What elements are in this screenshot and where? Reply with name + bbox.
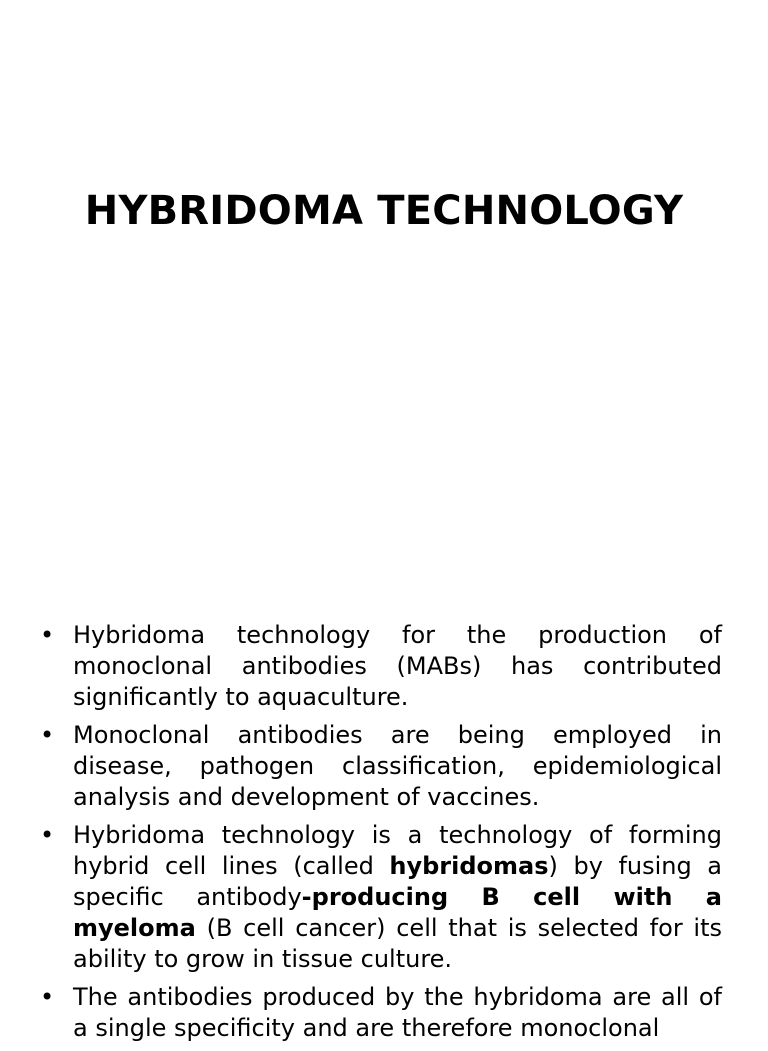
bullet-text: Monoclonal antibodies are being employed in disease, pathogen classification, epidemiological analysis and development of vaccines. [73, 721, 722, 811]
bullet-list [40, 620, 722, 1051]
bullet-dot-icon: • [40, 721, 55, 749]
bullet-bold-term: hybridomas [389, 852, 549, 880]
bullet-text: Hybridoma technology for the production of monoclonal antibodies (MABs) has contributed significantly to aquaculture. [73, 621, 722, 711]
bullet-text-segment: (B cell cancer) cell that is selected for its ability to grow in tissue culture. [73, 914, 722, 973]
bullet-item [40, 982, 722, 1044]
bullet-item [40, 620, 722, 713]
slide-title: HYBRIDOMA TECHNOLOGY [84, 188, 684, 234]
bullet-bold-term: -producing B cell with a myeloma [73, 883, 722, 942]
bullet-dot-icon: • [40, 621, 55, 649]
bullet-text-segment: Hybridoma technology is a technology of forming hybrid cell lines (called [73, 821, 722, 880]
bullet-dot-icon: • [40, 983, 55, 1011]
bullet-dot-icon: • [40, 821, 55, 849]
bullet-text: The antibodies produced by the hybridoma are all of a single specificity and are therefore monoclonal [73, 983, 722, 1042]
bullet-item [40, 720, 722, 813]
bullet-text-segment: ) by fusing a specific antibody [73, 852, 723, 911]
bullet-item [40, 820, 722, 975]
